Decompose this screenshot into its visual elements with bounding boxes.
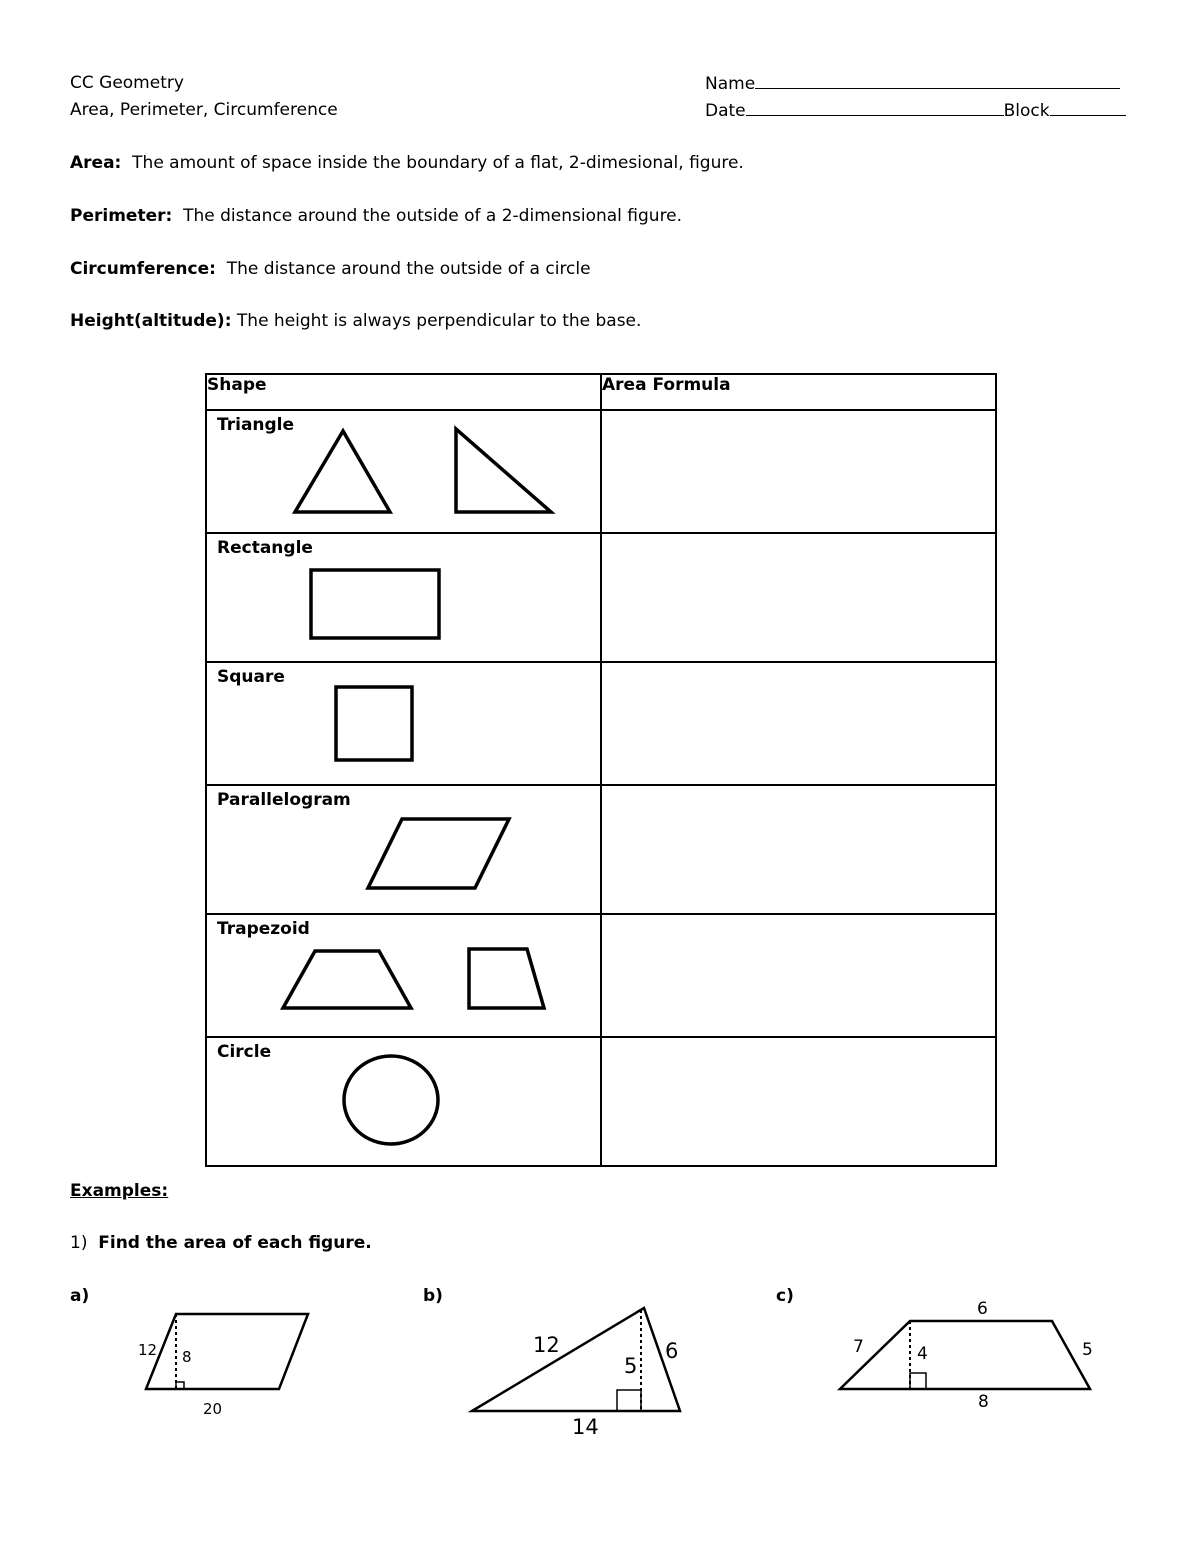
example-c-label: c) (776, 1286, 794, 1306)
definition-term: Circumference: (70, 259, 216, 279)
example-b-height-label: 5 (624, 1354, 638, 1378)
example-b-right-side-label: 6 (665, 1339, 679, 1363)
table-row (206, 410, 996, 533)
row-label-circle: Circle (217, 1042, 272, 1062)
definition-text: The amount of space inside the boundary of a flat, 2-dimesional, figure. (132, 153, 744, 173)
square-figure (207, 663, 602, 786)
row-label-parallelogram: Parallelogram (217, 790, 351, 810)
formula-cell-parallelogram[interactable] (601, 785, 996, 914)
definition-height (70, 311, 641, 331)
example-c-top-label: 6 (977, 1299, 988, 1319)
row-label-triangle: Triangle (217, 415, 295, 435)
course-title: CC Geometry (70, 73, 184, 93)
example-a-label: a) (70, 1286, 90, 1306)
example-a-height-label: 8 (182, 1348, 192, 1366)
shape-cell-parallelogram (206, 785, 601, 914)
example-b-label: b) (423, 1286, 443, 1306)
block-blank[interactable] (1050, 100, 1126, 116)
definition-area (70, 153, 744, 173)
example-c-trapezoid (840, 1299, 1093, 1412)
example-b-left-side-label: 12 (533, 1333, 560, 1357)
trapezoid-figures (207, 915, 602, 1038)
table-row (206, 533, 996, 662)
definition-term: Height(altitude): (70, 311, 232, 331)
date-block-field[interactable] (705, 100, 1126, 121)
parallelogram-shape (368, 819, 509, 888)
shape-cell-circle (206, 1037, 601, 1166)
formula-cell-rectangle[interactable] (601, 533, 996, 662)
header-shape: Shape (206, 374, 601, 410)
shape-cell-triangle (206, 410, 601, 533)
block-label: Block (1003, 101, 1050, 121)
definition-term: Perimeter: (70, 206, 173, 226)
circle-figure (207, 1038, 602, 1167)
definition-text: The distance around the outside of a circle (226, 259, 591, 279)
parallelogram-figure (207, 786, 602, 915)
example-a-parallelogram (138, 1314, 308, 1418)
header-area-formula: Area Formula (601, 374, 996, 410)
definition-text: The distance around the outside of a 2-dimensional figure. (183, 206, 683, 226)
examples-heading: Examples: (70, 1181, 169, 1201)
definition-perimeter (70, 206, 682, 226)
name-label: Name (705, 74, 756, 94)
circle-shape (344, 1056, 438, 1144)
date-blank[interactable] (746, 100, 1004, 116)
example-c-height-label: 4 (917, 1344, 928, 1364)
example-a-side-label: 12 (138, 1341, 158, 1359)
example-c-left-side-label: 7 (853, 1337, 864, 1357)
table-row (206, 662, 996, 785)
shape-cell-trapezoid (206, 914, 601, 1037)
right-triangle (456, 429, 551, 512)
row-label-rectangle: Rectangle (217, 538, 313, 558)
table-row (206, 785, 996, 914)
rectangle-figure (207, 534, 602, 663)
equilateral-triangle (295, 431, 390, 512)
triangle-figures (207, 411, 602, 534)
rectangle-shape (311, 570, 439, 638)
shape-cell-rectangle (206, 533, 601, 662)
isosceles-trapezoid (283, 951, 411, 1008)
example-b-base-label: 14 (572, 1415, 599, 1439)
square-shape (336, 687, 412, 760)
question-1 (70, 1233, 372, 1253)
definition-term: Area: (70, 153, 122, 173)
example-b-triangle (472, 1308, 680, 1439)
row-label-square: Square (217, 667, 285, 687)
name-field[interactable] (705, 73, 1120, 94)
table-row (206, 914, 996, 1037)
definition-text: The height is always perpendicular to the base. (236, 311, 642, 331)
definition-circumference (70, 259, 591, 279)
area-formula-table (205, 373, 997, 1167)
row-label-trapezoid: Trapezoid (217, 919, 310, 939)
formula-cell-trapezoid[interactable] (601, 914, 996, 1037)
formula-cell-square[interactable] (601, 662, 996, 785)
example-c-base-label: 8 (978, 1392, 989, 1412)
name-blank[interactable] (755, 73, 1120, 89)
formula-cell-triangle[interactable] (601, 410, 996, 533)
table-row (206, 1037, 996, 1166)
date-label: Date (705, 101, 746, 121)
example-c-right-side-label: 5 (1082, 1340, 1093, 1360)
right-trapezoid (469, 949, 544, 1008)
example-a-base-label: 20 (203, 1400, 223, 1418)
question-text: Find the area of each figure. (98, 1233, 372, 1253)
formula-cell-circle[interactable] (601, 1037, 996, 1166)
shape-cell-square (206, 662, 601, 785)
worksheet-topic: Area, Perimeter, Circumference (70, 100, 338, 120)
question-number: 1) (70, 1233, 88, 1253)
table-header-row (206, 374, 996, 410)
